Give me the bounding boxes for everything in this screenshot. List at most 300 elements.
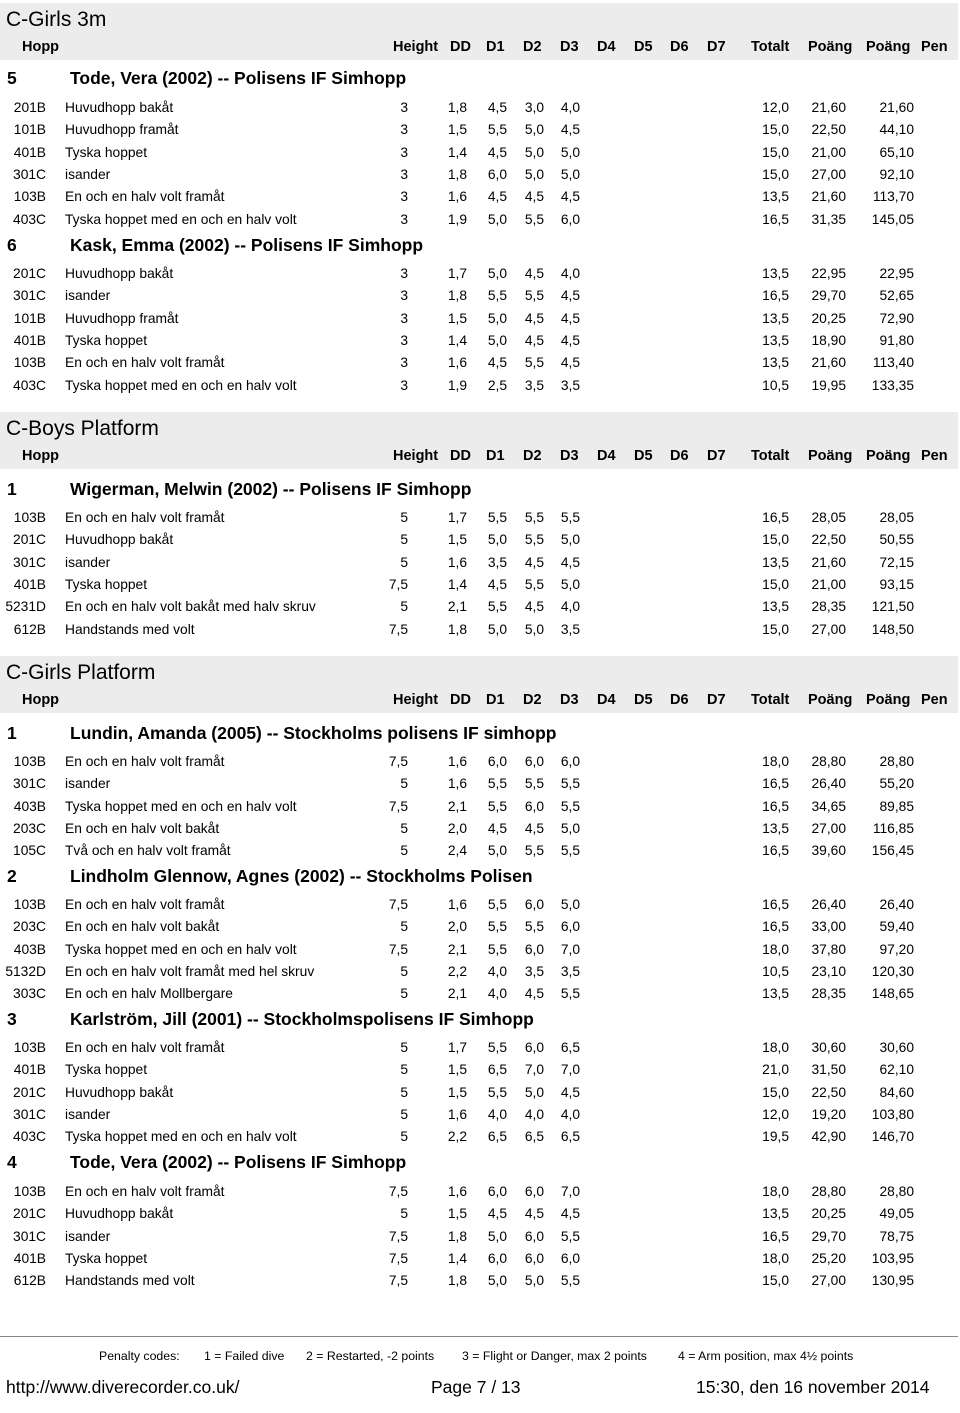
dive-row — [0, 530, 958, 552]
dive-difficulty: 2,0 — [447, 820, 467, 836]
dive-height: 7,5 — [388, 621, 408, 637]
diver-place: 3 — [7, 1009, 17, 1029]
dive-difficulty: 2,4 — [447, 843, 467, 859]
dive-code: 103B — [13, 1040, 46, 1055]
dive-row — [0, 120, 958, 142]
dive-total: 16,5 — [762, 843, 789, 859]
judge-score-2: 6,5 — [524, 1129, 544, 1145]
dive-points: 21,60 — [811, 355, 846, 371]
dive-total: 18,0 — [762, 1040, 789, 1055]
dive-difficulty: 1,5 — [447, 122, 467, 138]
dive-points: 20,25 — [811, 310, 846, 326]
col-header-cumulative-points: Poäng — [866, 39, 911, 55]
judge-score-3: 4,0 — [560, 1106, 580, 1122]
dive-height: 5 — [400, 1129, 408, 1145]
diver-name: Lindholm Glennow, Agnes (2002) -- Stockholms Polisen — [70, 866, 533, 886]
dive-code: 201C — [13, 1084, 46, 1100]
dive-code: 203C — [13, 919, 46, 935]
judge-score-3: 5,5 — [560, 986, 580, 1002]
dive-points: 18,90 — [811, 332, 846, 348]
judge-score-3: 5,5 — [560, 843, 580, 859]
dive-row — [0, 1105, 958, 1127]
cumulative-points: 89,85 — [879, 798, 914, 814]
dive-points: 28,05 — [811, 510, 846, 525]
col-header-hopp: Hopp — [22, 39, 60, 55]
judge-score-1: 5,5 — [487, 919, 507, 935]
cumulative-points: 28,80 — [879, 754, 914, 769]
dive-description: isander — [65, 776, 111, 792]
dive-description: Handstands med volt — [65, 1273, 195, 1289]
dive-code: 403B — [13, 941, 46, 957]
dive-row — [0, 597, 958, 619]
dive-row — [0, 165, 958, 187]
judge-score-2: 5,0 — [524, 144, 544, 160]
dive-difficulty: 1,8 — [447, 1228, 467, 1244]
judge-score-3: 6,0 — [560, 1250, 580, 1266]
cumulative-points: 28,05 — [879, 510, 914, 525]
dive-difficulty: 1,6 — [447, 897, 467, 912]
judge-score-1: 4,5 — [487, 144, 507, 160]
judge-score-1: 6,0 — [487, 1250, 507, 1266]
cumulative-points: 103,95 — [871, 1250, 914, 1266]
col-header-d3: D3 — [560, 692, 579, 708]
judge-score-3: 6,0 — [560, 919, 580, 935]
dive-difficulty: 1,6 — [447, 355, 467, 371]
dive-total: 12,0 — [762, 1106, 789, 1122]
col-header-points: Poäng — [808, 448, 853, 464]
dive-description: En och en halv volt framåt med hel skruv — [65, 963, 315, 979]
dive-points: 37,80 — [811, 941, 846, 957]
judge-score-3: 3,5 — [560, 377, 580, 393]
judge-score-3: 6,0 — [560, 211, 580, 227]
judge-score-1: 5,0 — [487, 332, 507, 348]
dive-row — [0, 210, 958, 232]
dive-row — [0, 1127, 958, 1149]
judge-score-1: 5,5 — [487, 798, 507, 814]
dive-code: 201C — [13, 1206, 46, 1222]
judge-score-1: 4,5 — [487, 576, 507, 592]
dive-total: 18,0 — [762, 941, 789, 957]
dive-code: 301C — [13, 1106, 46, 1122]
footer-datetime: 15:30, den 16 november 2014 — [696, 1377, 930, 1397]
col-header-d5: D5 — [634, 448, 653, 464]
dive-total: 18,0 — [762, 754, 789, 769]
judge-score-3: 5,5 — [560, 510, 580, 525]
dive-points: 22,50 — [811, 122, 846, 138]
col-header-total: Totalt — [751, 39, 790, 55]
dive-difficulty: 1,4 — [447, 332, 467, 348]
dive-points: 29,70 — [811, 1228, 846, 1244]
dive-points: 21,00 — [811, 144, 846, 160]
dive-height: 5 — [400, 1106, 408, 1122]
judge-score-2: 5,0 — [524, 1273, 544, 1289]
dive-code: 201C — [13, 266, 46, 281]
dive-height: 3 — [400, 266, 408, 281]
judge-score-2: 3,0 — [524, 100, 544, 115]
diver-name: Tode, Vera (2002) -- Polisens IF Simhopp — [70, 68, 407, 88]
dive-total: 15,0 — [762, 166, 789, 182]
dive-row — [0, 264, 958, 286]
dive-difficulty: 1,7 — [447, 1040, 467, 1055]
dive-total: 13,5 — [762, 266, 789, 281]
dive-code: 301C — [13, 1228, 46, 1244]
col-header-height: Height — [393, 448, 439, 464]
judge-score-2: 5,5 — [524, 576, 544, 592]
diver-heading — [0, 232, 958, 260]
dive-row — [0, 508, 958, 530]
judge-score-2: 6,0 — [524, 1040, 544, 1055]
dive-points: 30,60 — [811, 1040, 846, 1055]
dive-code: 101B — [13, 122, 46, 138]
dive-row — [0, 819, 958, 841]
dive-total: 15,0 — [762, 144, 789, 160]
dive-total: 13,5 — [762, 332, 789, 348]
dive-code: 403C — [13, 1129, 46, 1145]
judge-score-2: 7,0 — [524, 1062, 544, 1078]
dive-description: Tyska hoppet — [65, 1062, 148, 1078]
judge-score-1: 4,0 — [487, 1106, 507, 1122]
dive-height: 7,5 — [388, 897, 408, 912]
judge-score-3: 5,0 — [560, 166, 580, 182]
penalty-code-4: 4 = Arm position, max 4½ points — [678, 1349, 854, 1363]
judge-score-1: 4,0 — [487, 986, 507, 1002]
dive-height: 5 — [400, 1062, 408, 1078]
col-header-height: Height — [393, 692, 439, 708]
penalty-code-1: 1 = Failed dive — [204, 1349, 285, 1363]
judge-score-3: 5,5 — [560, 776, 580, 792]
col-header-d1: D1 — [486, 692, 505, 708]
dive-row — [0, 1060, 958, 1082]
cumulative-points: 116,85 — [872, 820, 914, 836]
dive-description: En och en halv volt bakåt — [65, 820, 220, 836]
judge-score-2: 6,0 — [524, 941, 544, 957]
judge-score-2: 3,5 — [524, 377, 544, 393]
dive-description: Tyska hoppet — [65, 332, 148, 348]
col-header-d2: D2 — [523, 692, 542, 708]
dive-height: 5 — [400, 510, 408, 525]
col-header-cumulative-points: Poäng — [866, 692, 911, 708]
dive-points: 28,80 — [811, 754, 846, 769]
cumulative-points: 145,05 — [871, 211, 914, 227]
dive-description: Huvudhopp bakåt — [65, 1084, 174, 1100]
cumulative-points: 113,70 — [872, 189, 914, 205]
judge-score-2: 5,5 — [524, 510, 544, 525]
col-header-penalty: Pen — [921, 692, 948, 708]
dive-difficulty: 1,7 — [447, 510, 467, 525]
dive-description: Tyska hoppet — [65, 144, 148, 160]
dive-code: 103B — [13, 510, 46, 525]
dive-points: 28,35 — [811, 599, 846, 615]
dive-description: Tyska hoppet med en och en halv volt — [65, 1129, 297, 1145]
dive-height: 3 — [400, 189, 408, 205]
judge-score-2: 5,5 — [524, 355, 544, 371]
judge-score-2: 5,0 — [524, 1084, 544, 1100]
dive-difficulty: 1,6 — [447, 1184, 467, 1199]
judge-score-3: 7,0 — [560, 1184, 580, 1199]
judge-score-2: 5,0 — [524, 166, 544, 182]
judge-score-1: 5,5 — [487, 776, 507, 792]
dive-description: En och en halv Mollbergare — [65, 986, 233, 1002]
dive-description: Huvudhopp bakåt — [65, 266, 174, 281]
col-header-total: Totalt — [751, 448, 790, 464]
dive-row — [0, 917, 958, 939]
column-header-row — [0, 688, 958, 713]
dive-row — [0, 1182, 958, 1204]
dive-difficulty: 2,1 — [447, 798, 467, 814]
dive-height: 3 — [400, 288, 408, 304]
dive-total: 16,5 — [762, 510, 789, 525]
judge-score-2: 4,5 — [524, 1206, 544, 1222]
col-header-d3: D3 — [560, 39, 579, 55]
dive-total: 13,5 — [762, 986, 789, 1002]
dive-row — [0, 553, 958, 575]
dive-points: 22,50 — [811, 1084, 846, 1100]
dive-row — [0, 353, 958, 375]
dive-total: 15,0 — [762, 1273, 789, 1289]
cumulative-points: 72,15 — [879, 554, 914, 570]
cumulative-points: 146,70 — [871, 1129, 914, 1145]
judge-score-3: 4,0 — [560, 599, 580, 615]
dive-difficulty: 1,6 — [447, 189, 467, 205]
dive-description: Tyska hoppet med en och en halv volt — [65, 377, 297, 393]
dive-points: 31,35 — [811, 211, 846, 227]
cumulative-points: 28,80 — [879, 1184, 914, 1199]
col-header-penalty: Pen — [921, 448, 948, 464]
penalty-code-2: 2 = Restarted, -2 points — [306, 1349, 435, 1363]
judge-score-3: 4,5 — [560, 355, 580, 371]
dive-row — [0, 98, 958, 120]
dive-height: 7,5 — [388, 576, 408, 592]
dive-code: 401B — [13, 1250, 46, 1266]
dive-points: 42,90 — [811, 1129, 846, 1145]
col-header-height: Height — [393, 39, 439, 55]
dive-code: 301C — [13, 554, 46, 570]
cumulative-points: 59,40 — [879, 919, 914, 935]
dive-row — [0, 331, 958, 353]
judge-score-1: 5,0 — [487, 1228, 507, 1244]
dive-code: 612B — [13, 1273, 46, 1289]
judge-score-3: 4,5 — [560, 1206, 580, 1222]
cumulative-points: 121,50 — [871, 599, 914, 615]
dive-difficulty: 1,8 — [447, 1273, 467, 1289]
judge-score-3: 5,5 — [560, 798, 580, 814]
judge-score-1: 5,0 — [487, 266, 507, 281]
dive-description: isander — [65, 554, 111, 570]
col-header-d6: D6 — [670, 448, 689, 464]
col-header-hopp: Hopp — [22, 448, 60, 464]
dive-height: 3 — [400, 144, 408, 160]
footer-url-link[interactable]: http://www.diverecorder.co.uk/ — [6, 1377, 240, 1397]
dive-difficulty: 1,5 — [447, 1084, 467, 1100]
dive-description: Huvudhopp bakåt — [65, 100, 174, 115]
judge-score-2: 5,5 — [524, 532, 544, 548]
dive-points: 28,35 — [811, 986, 846, 1002]
judge-score-3: 4,0 — [560, 100, 580, 115]
diver-name: Tode, Vera (2002) -- Polisens IF Simhopp — [70, 1152, 407, 1172]
judge-score-1: 3,5 — [487, 554, 507, 570]
cumulative-points: 65,10 — [879, 144, 914, 160]
col-header-dd: DD — [450, 39, 471, 55]
dive-height: 3 — [400, 122, 408, 138]
diver-heading — [0, 1149, 958, 1177]
dive-description: En och en halv volt bakåt med halv skruv — [65, 599, 316, 615]
dive-description: Tyska hoppet med en och en halv volt — [65, 941, 297, 957]
judge-score-1: 6,0 — [487, 754, 507, 769]
dive-code: 103B — [13, 189, 46, 205]
dive-total: 16,5 — [762, 776, 789, 792]
col-header-d6: D6 — [670, 692, 689, 708]
cumulative-points: 72,90 — [879, 310, 914, 326]
diver-name: Kask, Emma (2002) -- Polisens IF Simhopp — [70, 235, 424, 255]
judge-score-1: 5,5 — [487, 288, 507, 304]
judge-score-2: 4,5 — [524, 599, 544, 615]
diver-name: Lundin, Amanda (2005) -- Stockholms polisens IF simhopp — [70, 723, 557, 743]
dive-code: 5132D — [5, 963, 46, 979]
col-header-hopp: Hopp — [22, 692, 60, 708]
dive-height: 7,5 — [388, 754, 408, 769]
dive-points: 33,00 — [811, 919, 846, 935]
penalty-codes — [0, 1349, 960, 1365]
dive-total: 18,0 — [762, 1184, 789, 1199]
dive-points: 26,40 — [811, 776, 846, 792]
cumulative-points: 133,35 — [871, 377, 914, 393]
dive-points: 21,60 — [811, 554, 846, 570]
dive-difficulty: 2,2 — [447, 963, 467, 979]
judge-score-1: 5,5 — [487, 1040, 507, 1055]
dive-height: 5 — [400, 820, 408, 836]
dive-height: 7,5 — [388, 1184, 408, 1199]
dive-total: 13,5 — [762, 189, 789, 205]
dive-points: 23,10 — [811, 963, 846, 979]
dive-description: Huvudhopp bakåt — [65, 1206, 174, 1222]
dive-total: 15,0 — [762, 621, 789, 637]
dive-points: 21,00 — [811, 576, 846, 592]
diver-heading — [0, 720, 958, 748]
dive-difficulty: 2,0 — [447, 919, 467, 935]
dive-difficulty: 1,5 — [447, 1062, 467, 1078]
diver-name: Wigerman, Melwin (2002) -- Polisens IF Simhopp — [70, 479, 472, 499]
dive-total: 13,5 — [762, 310, 789, 326]
judge-score-1: 6,0 — [487, 1184, 507, 1199]
judge-score-2: 5,5 — [524, 776, 544, 792]
dive-difficulty: 1,9 — [447, 211, 467, 227]
dive-description: En och en halv volt framåt — [65, 1184, 225, 1199]
dive-difficulty: 1,5 — [447, 310, 467, 326]
col-header-d6: D6 — [670, 39, 689, 55]
judge-score-1: 5,5 — [487, 897, 507, 912]
dive-total: 13,5 — [762, 599, 789, 615]
diver-place: 1 — [7, 723, 17, 743]
cumulative-points: 148,50 — [871, 621, 914, 637]
dive-points: 19,20 — [811, 1106, 846, 1122]
dive-total: 18,0 — [762, 1250, 789, 1266]
judge-score-3: 3,5 — [560, 621, 580, 637]
dive-difficulty: 1,9 — [447, 377, 467, 393]
dive-difficulty: 1,8 — [447, 166, 467, 182]
cumulative-points: 52,65 — [879, 288, 914, 304]
judge-score-1: 5,5 — [487, 599, 507, 615]
dive-row — [0, 895, 958, 917]
dive-height: 5 — [400, 776, 408, 792]
dive-difficulty: 1,8 — [447, 288, 467, 304]
judge-score-3: 5,5 — [560, 1228, 580, 1244]
dive-description: Tyska hoppet med en och en halv volt — [65, 211, 297, 227]
cumulative-points: 49,05 — [879, 1206, 914, 1222]
dive-height: 5 — [400, 554, 408, 570]
cumulative-points: 113,40 — [872, 355, 914, 371]
penalty-code-3: 3 = Flight or Danger, max 2 points — [462, 1349, 647, 1363]
dive-code: 5231D — [5, 599, 46, 615]
cumulative-points: 97,20 — [879, 941, 914, 957]
judge-score-1: 2,5 — [487, 377, 507, 393]
col-header-d4: D4 — [597, 39, 616, 55]
judge-score-3: 4,5 — [560, 122, 580, 138]
judge-score-1: 5,0 — [487, 532, 507, 548]
judge-score-1: 4,5 — [487, 1206, 507, 1222]
cumulative-points: 103,80 — [871, 1106, 914, 1122]
dive-height: 5 — [400, 1206, 408, 1222]
dive-height: 5 — [400, 919, 408, 935]
judge-score-2: 4,0 — [524, 1106, 544, 1122]
dive-points: 28,80 — [811, 1184, 846, 1199]
dive-difficulty: 1,6 — [447, 754, 467, 769]
col-header-d5: D5 — [634, 692, 653, 708]
dive-total: 15,0 — [762, 532, 789, 548]
dive-height: 3 — [400, 332, 408, 348]
dive-row — [0, 984, 958, 1006]
dive-code: 101B — [13, 310, 46, 326]
judge-score-1: 4,5 — [487, 820, 507, 836]
dive-code: 403C — [13, 377, 46, 393]
dive-difficulty: 1,4 — [447, 144, 467, 160]
section-title: C-Boys Platform — [0, 412, 958, 446]
dive-code: 103B — [13, 1184, 46, 1199]
dive-description: Tyska hoppet med en och en halv volt — [65, 798, 297, 814]
diver-heading — [0, 1006, 958, 1034]
judge-score-1: 5,5 — [487, 510, 507, 525]
judge-score-2: 6,0 — [524, 754, 544, 769]
dive-points: 27,00 — [811, 166, 846, 182]
cumulative-points: 148,65 — [871, 986, 914, 1002]
col-header-d3: D3 — [560, 448, 579, 464]
dive-code: 103B — [13, 897, 46, 912]
dive-total: 15,0 — [762, 122, 789, 138]
dive-row — [0, 940, 958, 962]
cumulative-points: 78,75 — [879, 1228, 914, 1244]
col-header-d1: D1 — [486, 39, 505, 55]
judge-score-2: 5,5 — [524, 211, 544, 227]
judge-score-2: 6,0 — [524, 1228, 544, 1244]
dive-height: 3 — [400, 100, 408, 115]
dive-total: 16,5 — [762, 1228, 789, 1244]
dive-points: 22,95 — [811, 266, 846, 281]
dive-difficulty: 1,5 — [447, 1206, 467, 1222]
judge-score-3: 5,0 — [560, 532, 580, 548]
dive-difficulty: 2,1 — [447, 599, 467, 615]
dive-total: 13,5 — [762, 1206, 789, 1222]
dive-row — [0, 774, 958, 796]
judge-score-2: 4,5 — [524, 554, 544, 570]
judge-score-2: 6,0 — [524, 1250, 544, 1266]
footer-page-number: Page 7 / 13 — [431, 1377, 521, 1397]
judge-score-3: 6,5 — [560, 1040, 580, 1055]
judge-score-1: 5,0 — [487, 621, 507, 637]
col-header-d1: D1 — [486, 448, 505, 464]
judge-score-2: 4,5 — [524, 189, 544, 205]
dive-points: 29,70 — [811, 288, 846, 304]
cumulative-points: 130,95 — [871, 1273, 914, 1289]
judge-score-2: 4,5 — [524, 332, 544, 348]
